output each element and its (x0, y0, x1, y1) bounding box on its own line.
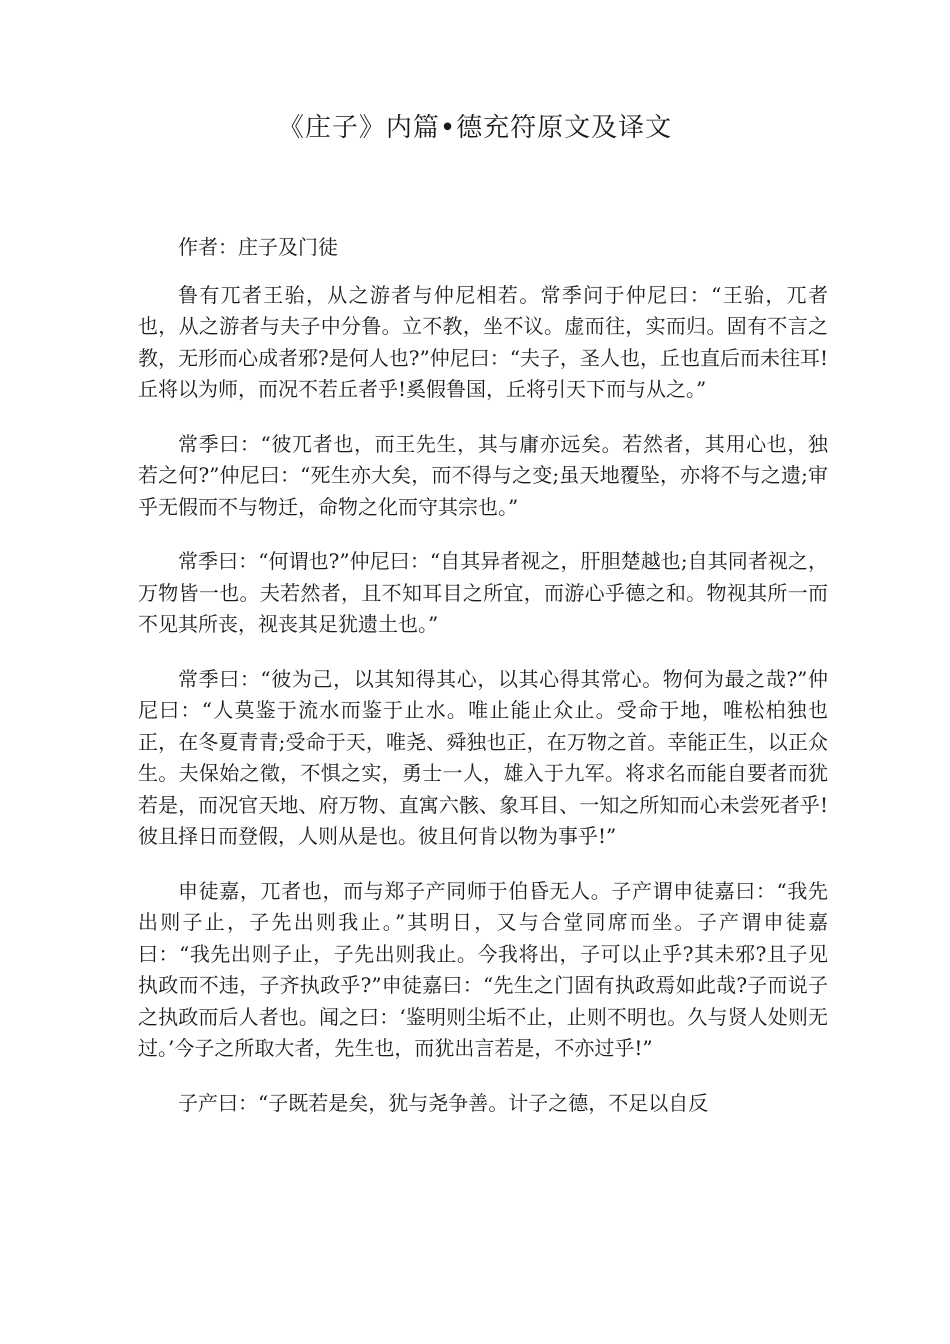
paragraph-2: 常季曰：“彼兀者也，而王先生，其与庸亦远矣。若然者，其用心也，独若之何?”仲尼曰：“死生亦大矣，而不得与之变;虽天地覆坠，亦将不与之遗;审乎无假而不与物迁，命物之化而守其宗也。” (138, 431, 828, 519)
paragraph-4: 常季曰：“彼为己，以其知得其心，以其心得其常心。物何为最之哉?”仲尼曰：“人莫鉴于流水而鉴于止水。唯止能止众止。受命于地，唯松柏独也正，在冬夏青青;受命于天，唯尧、舜独也正，在万物之首。幸能正生，以正众生。夫保始之徵，不惧之实，勇士一人，雄入于九军。将求名而能自要者而犹若是，而况官天地、府万物、直寓六骸、象耳目、一知之所知而心未尝死者乎!彼且择日而登假，人则从是也。彼且何肯以物为事乎!” (138, 666, 828, 848)
author-line: 作者：庄子及门徒 (178, 235, 338, 259)
document-body (138, 232, 828, 1142)
paragraph-6: 子产曰：“子既若是矣，犹与尧争善。计子之德，不足以自反 (178, 1090, 709, 1115)
document-title: 《庄子》内篇•德充符原文及译文 (277, 113, 673, 143)
paragraph-1: 鲁有兀者王骀，从之游者与仲尼相若。常季问于仲尼曰：“王骀，兀者也，从之游者与夫子中分鲁。立不教，坐不议。虚而往，实而归。固有不言之教，无形而心成者邪?是何人也?”仲尼曰：“夫子，圣人也，丘也直后而未往耳!丘将以为师，而况不若丘者乎!奚假鲁国，丘将引天下而与从之。” (138, 282, 828, 401)
paragraph-3: 常季曰：“何谓也?”仲尼曰：“自其异者视之，肝胆楚越也;自其同者视之，万物皆一也。夫若然者，且不知耳目之所宜，而游心乎德之和。物视其所一而不见其所丧，视丧其足犹遗土也。” (138, 549, 828, 636)
paragraph-5: 申徒嘉，兀者也，而与郑子产同师于伯昏无人。子产谓申徒嘉曰：“我先出则子止，子先出则我止。”其明日，又与合堂同席而坐。子产谓申徒嘉曰：“我先出则子止，子先出则我止。今我将出，子可以止乎?其未邪?且子见执政而不违，子齐执政乎?”申徒嘉曰：“先生之门固有执政焉如此哉?子而说子之执政而后人者也。闻之曰：‘鉴明则尘垢不止，止则不明也。久与贤人处则无过。’今子之所取大者，先生也，而犹出言若是，不亦过乎!” (138, 878, 828, 1060)
